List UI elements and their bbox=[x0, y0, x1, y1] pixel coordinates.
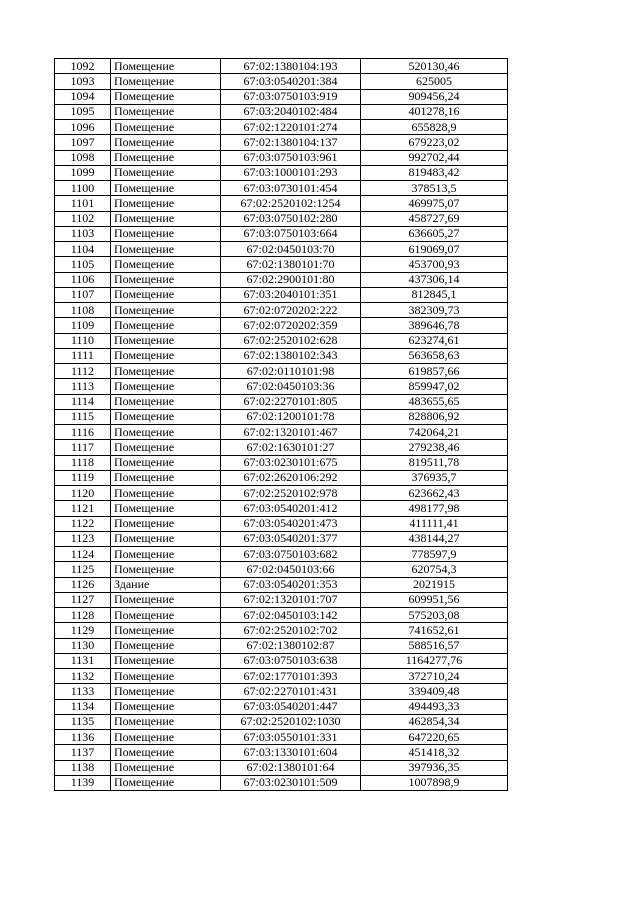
table-row bbox=[55, 303, 508, 318]
object-type-cell: Помещение bbox=[111, 608, 221, 623]
object-type-cell: Помещение bbox=[111, 364, 221, 379]
object-type-cell: Помещение bbox=[111, 486, 221, 501]
cadastral-value-cell: 462854,34 bbox=[361, 714, 508, 729]
object-type-cell: Помещение bbox=[111, 547, 221, 562]
cadastral-value-cell: 620754,3 bbox=[361, 562, 508, 577]
cadastral-value-cell: 1007898,9 bbox=[361, 775, 508, 790]
row-number-cell: 1110 bbox=[55, 333, 111, 348]
row-number-cell: 1099 bbox=[55, 165, 111, 180]
table-row bbox=[55, 120, 508, 135]
cadastral-value-cell: 741652,61 bbox=[361, 623, 508, 638]
table-row bbox=[55, 623, 508, 638]
cadastral-value-cell: 636605,27 bbox=[361, 226, 508, 241]
cadastral-number-cell: 67:02:2270101:805 bbox=[221, 394, 361, 409]
object-type-cell: Помещение bbox=[111, 135, 221, 150]
object-type-cell: Помещение bbox=[111, 425, 221, 440]
cadastral-value-cell: 812845,1 bbox=[361, 287, 508, 302]
row-number-cell: 1134 bbox=[55, 699, 111, 714]
table-row bbox=[55, 455, 508, 470]
table-row bbox=[55, 470, 508, 485]
object-type-cell: Помещение bbox=[111, 379, 221, 394]
object-type-cell: Помещение bbox=[111, 333, 221, 348]
row-number-cell: 1093 bbox=[55, 74, 111, 89]
table-row bbox=[55, 59, 508, 74]
object-type-cell: Помещение bbox=[111, 745, 221, 760]
row-number-cell: 1121 bbox=[55, 501, 111, 516]
cadastral-value-cell: 469975,07 bbox=[361, 196, 508, 211]
cadastral-number-cell: 67:03:0230101:675 bbox=[221, 455, 361, 470]
table-row bbox=[55, 653, 508, 668]
table-row bbox=[55, 74, 508, 89]
table-row bbox=[55, 272, 508, 287]
cadastral-number-cell: 67:02:1380102:87 bbox=[221, 638, 361, 653]
table-row bbox=[55, 287, 508, 302]
object-type-cell: Помещение bbox=[111, 74, 221, 89]
cadastral-value-cell: 828806,92 bbox=[361, 409, 508, 424]
row-number-cell: 1098 bbox=[55, 150, 111, 165]
cadastral-number-cell: 67:03:0750103:961 bbox=[221, 150, 361, 165]
table-row bbox=[55, 150, 508, 165]
cadastral-value-cell: 389646,78 bbox=[361, 318, 508, 333]
row-number-cell: 1097 bbox=[55, 135, 111, 150]
row-number-cell: 1109 bbox=[55, 318, 111, 333]
table-row bbox=[55, 608, 508, 623]
object-type-cell: Помещение bbox=[111, 394, 221, 409]
table-row bbox=[55, 547, 508, 562]
object-type-cell: Помещение bbox=[111, 287, 221, 302]
table-row bbox=[55, 592, 508, 607]
cadastral-number-cell: 67:03:0550101:331 bbox=[221, 730, 361, 745]
row-number-cell: 1136 bbox=[55, 730, 111, 745]
cadastral-number-cell: 67:02:1380101:70 bbox=[221, 257, 361, 272]
cadastral-value-cell: 819483,42 bbox=[361, 165, 508, 180]
cadastral-value-cell: 563658,63 bbox=[361, 348, 508, 363]
table-row bbox=[55, 684, 508, 699]
cadastral-value-cell: 679223,02 bbox=[361, 135, 508, 150]
row-number-cell: 1105 bbox=[55, 257, 111, 272]
cadastral-value-cell: 382309,73 bbox=[361, 303, 508, 318]
cadastral-number-cell: 67:03:1000101:293 bbox=[221, 165, 361, 180]
table-row bbox=[55, 425, 508, 440]
cadastral-number-cell: 67:03:0750103:664 bbox=[221, 226, 361, 241]
cadastral-value-cell: 742064,21 bbox=[361, 425, 508, 440]
table-row bbox=[55, 257, 508, 272]
object-type-cell: Помещение bbox=[111, 120, 221, 135]
cadastral-number-cell: 67:02:1380104:193 bbox=[221, 59, 361, 74]
table-row bbox=[55, 409, 508, 424]
table-row bbox=[55, 531, 508, 546]
table-row bbox=[55, 669, 508, 684]
cadastral-value-cell: 778597,9 bbox=[361, 547, 508, 562]
object-type-cell: Помещение bbox=[111, 730, 221, 745]
table-row bbox=[55, 242, 508, 257]
object-type-cell: Помещение bbox=[111, 455, 221, 470]
cadastral-value-cell: 372710,24 bbox=[361, 669, 508, 684]
row-number-cell: 1104 bbox=[55, 242, 111, 257]
cadastral-number-cell: 67:02:0450103:66 bbox=[221, 562, 361, 577]
object-type-cell: Помещение bbox=[111, 150, 221, 165]
cadastral-number-cell: 67:02:2270101:431 bbox=[221, 684, 361, 699]
cadastral-number-cell: 67:03:0540201:377 bbox=[221, 531, 361, 546]
table-row bbox=[55, 333, 508, 348]
row-number-cell: 1092 bbox=[55, 59, 111, 74]
cadastral-value-cell: 411111,41 bbox=[361, 516, 508, 531]
cadastral-value-cell: 623274,61 bbox=[361, 333, 508, 348]
row-number-cell: 1118 bbox=[55, 455, 111, 470]
cadastral-number-cell: 67:03:0540201:412 bbox=[221, 501, 361, 516]
row-number-cell: 1129 bbox=[55, 623, 111, 638]
cadastral-number-cell: 67:03:2040102:484 bbox=[221, 104, 361, 119]
object-type-cell: Помещение bbox=[111, 714, 221, 729]
object-type-cell: Помещение bbox=[111, 562, 221, 577]
cadastral-number-cell: 67:02:1630101:27 bbox=[221, 440, 361, 455]
object-type-cell: Помещение bbox=[111, 592, 221, 607]
row-number-cell: 1130 bbox=[55, 638, 111, 653]
row-number-cell: 1094 bbox=[55, 89, 111, 104]
object-type-cell: Помещение bbox=[111, 257, 221, 272]
cadastral-value-cell: 619069,07 bbox=[361, 242, 508, 257]
object-type-cell: Помещение bbox=[111, 501, 221, 516]
cadastral-value-cell: 623662,43 bbox=[361, 486, 508, 501]
cadastral-value-cell: 453700,93 bbox=[361, 257, 508, 272]
cadastral-number-cell: 67:02:2520102:702 bbox=[221, 623, 361, 638]
cadastral-value-cell: 494493,33 bbox=[361, 699, 508, 714]
cadastral-number-cell: 67:02:1380102:343 bbox=[221, 348, 361, 363]
row-number-cell: 1139 bbox=[55, 775, 111, 790]
cadastral-number-cell: 67:03:0730101:454 bbox=[221, 181, 361, 196]
cadastral-value-cell: 483655,65 bbox=[361, 394, 508, 409]
cadastral-value-cell: 339409,48 bbox=[361, 684, 508, 699]
cadastral-number-cell: 67:02:2520102:628 bbox=[221, 333, 361, 348]
row-number-cell: 1135 bbox=[55, 714, 111, 729]
cadastral-number-cell: 67:02:1770101:393 bbox=[221, 669, 361, 684]
object-type-cell: Помещение bbox=[111, 272, 221, 287]
table-row bbox=[55, 318, 508, 333]
table-row bbox=[55, 135, 508, 150]
table-row bbox=[55, 196, 508, 211]
cadastral-value-cell: 279238,46 bbox=[361, 440, 508, 455]
row-number-cell: 1138 bbox=[55, 760, 111, 775]
row-number-cell: 1119 bbox=[55, 470, 111, 485]
row-number-cell: 1111 bbox=[55, 348, 111, 363]
object-type-cell: Здание bbox=[111, 577, 221, 592]
table-row bbox=[55, 181, 508, 196]
cadastral-value-cell: 655828,9 bbox=[361, 120, 508, 135]
cadastral-number-cell: 67:03:0540201:447 bbox=[221, 699, 361, 714]
row-number-cell: 1102 bbox=[55, 211, 111, 226]
cadastral-value-cell: 498177,98 bbox=[361, 501, 508, 516]
cadastral-value-cell: 625005 bbox=[361, 74, 508, 89]
row-number-cell: 1120 bbox=[55, 486, 111, 501]
cadastral-value-cell: 647220,65 bbox=[361, 730, 508, 745]
row-number-cell: 1103 bbox=[55, 226, 111, 241]
object-type-cell: Помещение bbox=[111, 348, 221, 363]
cadastral-number-cell: 67:03:0750103:638 bbox=[221, 653, 361, 668]
cadastral-number-cell: 67:03:0540201:353 bbox=[221, 577, 361, 592]
cadastral-value-cell: 859947,02 bbox=[361, 379, 508, 394]
table-row bbox=[55, 714, 508, 729]
table-row bbox=[55, 577, 508, 592]
cadastral-number-cell: 67:03:0540201:384 bbox=[221, 74, 361, 89]
cadastral-number-cell: 67:03:0750103:919 bbox=[221, 89, 361, 104]
object-type-cell: Помещение bbox=[111, 470, 221, 485]
object-type-cell: Помещение bbox=[111, 89, 221, 104]
object-type-cell: Помещение bbox=[111, 699, 221, 714]
object-type-cell: Помещение bbox=[111, 226, 221, 241]
table-row bbox=[55, 440, 508, 455]
object-type-cell: Помещение bbox=[111, 684, 221, 699]
row-number-cell: 1122 bbox=[55, 516, 111, 531]
object-type-cell: Помещение bbox=[111, 242, 221, 257]
object-type-cell: Помещение bbox=[111, 440, 221, 455]
table-row bbox=[55, 730, 508, 745]
table-row bbox=[55, 501, 508, 516]
object-type-cell: Помещение bbox=[111, 760, 221, 775]
cadastral-value-cell: 588516,57 bbox=[361, 638, 508, 653]
cadastral-number-cell: 67:03:0230101:509 bbox=[221, 775, 361, 790]
row-number-cell: 1124 bbox=[55, 547, 111, 562]
row-number-cell: 1125 bbox=[55, 562, 111, 577]
cadastral-number-cell: 67:02:2520102:1030 bbox=[221, 714, 361, 729]
row-number-cell: 1100 bbox=[55, 181, 111, 196]
object-type-cell: Помещение bbox=[111, 516, 221, 531]
object-type-cell: Помещение bbox=[111, 409, 221, 424]
row-number-cell: 1096 bbox=[55, 120, 111, 135]
cadastral-number-cell: 67:02:0450103:36 bbox=[221, 379, 361, 394]
table-row bbox=[55, 516, 508, 531]
cadastral-number-cell: 67:02:0450103:142 bbox=[221, 608, 361, 623]
row-number-cell: 1117 bbox=[55, 440, 111, 455]
table-row bbox=[55, 562, 508, 577]
cadastral-value-cell: 992702,44 bbox=[361, 150, 508, 165]
cadastral-value-table bbox=[54, 58, 508, 791]
table-row bbox=[55, 165, 508, 180]
cadastral-value-cell: 451418,32 bbox=[361, 745, 508, 760]
row-number-cell: 1126 bbox=[55, 577, 111, 592]
cadastral-number-cell: 67:02:1380104:137 bbox=[221, 135, 361, 150]
table-row bbox=[55, 486, 508, 501]
object-type-cell: Помещение bbox=[111, 196, 221, 211]
object-type-cell: Помещение bbox=[111, 59, 221, 74]
object-type-cell: Помещение bbox=[111, 211, 221, 226]
row-number-cell: 1128 bbox=[55, 608, 111, 623]
cadastral-number-cell: 67:03:1330101:604 bbox=[221, 745, 361, 760]
cadastral-number-cell: 67:02:1200101:78 bbox=[221, 409, 361, 424]
object-type-cell: Помещение bbox=[111, 638, 221, 653]
object-type-cell: Помещение bbox=[111, 775, 221, 790]
cadastral-value-cell: 378513,5 bbox=[361, 181, 508, 196]
object-type-cell: Помещение bbox=[111, 104, 221, 119]
cadastral-value-cell: 376935,7 bbox=[361, 470, 508, 485]
cadastral-number-cell: 67:02:2520102:978 bbox=[221, 486, 361, 501]
cadastral-number-cell: 67:03:0540201:473 bbox=[221, 516, 361, 531]
cadastral-value-cell: 2021915 bbox=[361, 577, 508, 592]
row-number-cell: 1132 bbox=[55, 669, 111, 684]
row-number-cell: 1115 bbox=[55, 409, 111, 424]
cadastral-number-cell: 67:02:2900101:80 bbox=[221, 272, 361, 287]
cadastral-number-cell: 67:02:0720202:359 bbox=[221, 318, 361, 333]
row-number-cell: 1116 bbox=[55, 425, 111, 440]
cadastral-number-cell: 67:02:1380101:64 bbox=[221, 760, 361, 775]
cadastral-number-cell: 67:02:0450103:70 bbox=[221, 242, 361, 257]
table-row bbox=[55, 364, 508, 379]
table-row bbox=[55, 699, 508, 714]
cadastral-number-cell: 67:02:1220101:274 bbox=[221, 120, 361, 135]
cadastral-value-cell: 909456,24 bbox=[361, 89, 508, 104]
object-type-cell: Помещение bbox=[111, 653, 221, 668]
cadastral-number-cell: 67:03:2040101:351 bbox=[221, 287, 361, 302]
object-type-cell: Помещение bbox=[111, 181, 221, 196]
cadastral-number-cell: 67:02:0720202:222 bbox=[221, 303, 361, 318]
table-row bbox=[55, 745, 508, 760]
object-type-cell: Помещение bbox=[111, 669, 221, 684]
row-number-cell: 1106 bbox=[55, 272, 111, 287]
table-row bbox=[55, 211, 508, 226]
table-row bbox=[55, 760, 508, 775]
table-row bbox=[55, 394, 508, 409]
cadastral-value-cell: 520130,46 bbox=[361, 59, 508, 74]
cadastral-value-cell: 401278,16 bbox=[361, 104, 508, 119]
table-row bbox=[55, 226, 508, 241]
cadastral-value-cell: 437306,14 bbox=[361, 272, 508, 287]
cadastral-value-cell: 397936,35 bbox=[361, 760, 508, 775]
cadastral-number-cell: 67:03:0750102:280 bbox=[221, 211, 361, 226]
row-number-cell: 1101 bbox=[55, 196, 111, 211]
cadastral-number-cell: 67:02:2520102:1254 bbox=[221, 196, 361, 211]
cadastral-number-cell: 67:02:0110101:98 bbox=[221, 364, 361, 379]
cadastral-value-cell: 438144,27 bbox=[361, 531, 508, 546]
cadastral-number-cell: 67:03:0750103:682 bbox=[221, 547, 361, 562]
row-number-cell: 1095 bbox=[55, 104, 111, 119]
row-number-cell: 1123 bbox=[55, 531, 111, 546]
table-body bbox=[55, 59, 508, 791]
cadastral-value-cell: 609951,56 bbox=[361, 592, 508, 607]
object-type-cell: Помещение bbox=[111, 623, 221, 638]
object-type-cell: Помещение bbox=[111, 165, 221, 180]
table-row bbox=[55, 104, 508, 119]
cadastral-value-cell: 458727,69 bbox=[361, 211, 508, 226]
row-number-cell: 1107 bbox=[55, 287, 111, 302]
row-number-cell: 1114 bbox=[55, 394, 111, 409]
object-type-cell: Помещение bbox=[111, 531, 221, 546]
cadastral-number-cell: 67:02:1320101:467 bbox=[221, 425, 361, 440]
cadastral-number-cell: 67:02:2620106:292 bbox=[221, 470, 361, 485]
cadastral-value-cell: 575203,08 bbox=[361, 608, 508, 623]
table-row bbox=[55, 638, 508, 653]
cadastral-value-cell: 619857,66 bbox=[361, 364, 508, 379]
table-row bbox=[55, 348, 508, 363]
object-type-cell: Помещение bbox=[111, 318, 221, 333]
object-type-cell: Помещение bbox=[111, 303, 221, 318]
cadastral-value-cell: 819511,78 bbox=[361, 455, 508, 470]
table-row bbox=[55, 775, 508, 790]
row-number-cell: 1112 bbox=[55, 364, 111, 379]
row-number-cell: 1131 bbox=[55, 653, 111, 668]
row-number-cell: 1108 bbox=[55, 303, 111, 318]
cadastral-value-cell: 1164277,76 bbox=[361, 653, 508, 668]
table-row bbox=[55, 89, 508, 104]
row-number-cell: 1133 bbox=[55, 684, 111, 699]
row-number-cell: 1137 bbox=[55, 745, 111, 760]
cadastral-number-cell: 67:02:1320101:707 bbox=[221, 592, 361, 607]
row-number-cell: 1127 bbox=[55, 592, 111, 607]
row-number-cell: 1113 bbox=[55, 379, 111, 394]
table-row bbox=[55, 379, 508, 394]
